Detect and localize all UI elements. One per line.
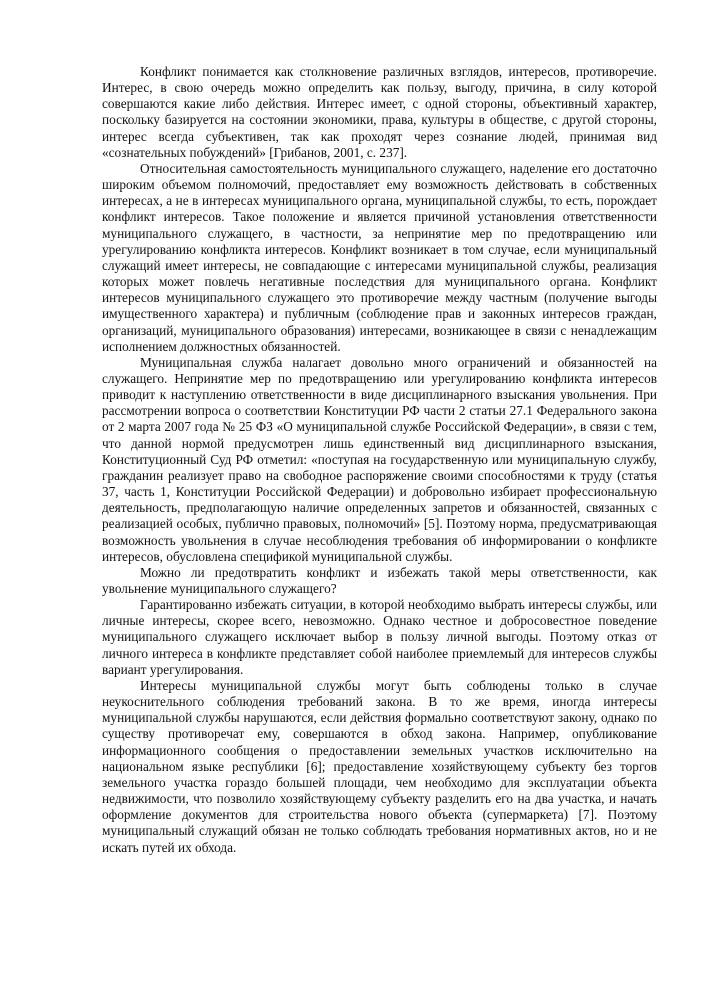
paragraph-service-interests: Интересы муниципальной службы могут быть соблюдены только в случае неукоснительного соблюдения требований закона. В то же время, иногда интересы муниципальной службы нарушаются, если действия формально соответствуют закону, однако по существу противоречат ему, совершаются в обход закона. Например, опубликование информационного сообщения о предоставлении земельных участков исключительно на национальном языке республики [6]; предоставление хозяйствующему субъекту без торгов земельного участка гораздо большей площади, чем необходимо для эксплуатации объекта недвижимости, что позволило хозяйствующему субъекту разделить его на два участка, и начать оформление документов для строительства нового объекта (супермаркета) [7]. Поэтому муниципальный служащий обязан не только соблюдать требования нормативных актов, но и не искать путей их обхода. [102,677,657,855]
paragraph-guaranteed-avoidance: Гарантированно избежать ситуации, в которой необходимо выбрать интересы службы, или личные интересы, скорее всего, невозможно. Однако честное и добросовестное поведение муниципального служащего исключает выбор в пользу личной выгоды. Поэтому отказ от личного интереса в конфликте представляет собой наиболее приемлемый для интересов службы вариант урегулирования. [102,597,657,677]
document-page [102,64,657,856]
paragraph-conflict-definition: Конфликт понимается как столкновение различных взглядов, интересов, противоречие. Интерес, в свою очередь можно определить как пользу, выгоду, причина, в силу которой совершаются какие либо действия. Интерес имеет, с одной стороны, объективный характер, поскольку базируется на состоянии экономики, права, культуры в обществе, с другой стороны, интерес всегда субъективен, так как проходят через сознание людей, принимая вид «сознательных побуждений» [Грибанов, 2001, с. 237]. [102,64,657,160]
paragraph-relative-independence: Относительная самостоятельность муниципального служащего, наделение его достаточно широким объемом полномочий, предоставляет ему возможность действовать в собственных интересах, а не в интересах муниципального органа, муниципальной службы, то есть, порождает конфликт интересов. Такое положение и является причиной установления ответственности муниципального служащего, в частности, за непринятие мер по предотвращению или урегулированию конфликта интересов. Конфликт возникает в том случае, если муниципальный служащий имеет интересы, не совпадающие с интересами муниципальной службы, реализация которых может повлечь негативные последствия для муниципального органа. Конфликт интересов муниципального служащего это противоречие между частным (получение выгоды имущественного характера) и публичным (соблюдение прав и законных интересов граждан, организаций, муниципального образования) интересами, возникающее в связи с ненадлежащим исполнением должностных обязанностей. [102,160,657,354]
paragraph-question: Можно ли предотвратить конфликт и избежать такой меры ответственности, как увольнение муниципального служащего? [102,564,657,596]
paragraph-restrictions-and-duties: Муниципальная служба налагает довольно много ограничений и обязанностей на служащего. Непринятие мер по предотвращению или урегулированию конфликта интересов приводит к наступлению ответственности в виде дисциплинарного взыскания увольнения. При рассмотрении вопроса о соответствии Конституции РФ части 2 статьи 27.1 Федерального закона от 2 марта 2007 года № 25 ФЗ «О муниципальной службе Российской Федерации», в связи с тем, что данной нормой предусмотрен лишь единственный вид дисциплинарного взыскания, Конституционный Суд РФ отметил: «поступая на государственную или муниципальную службу, гражданин реализует право на свободное распоряжение своими способностями к труду (статья 37, часть 1, Конституции Российской Федерации) и добровольно избирает профессиональную деятельность, предполагающую наличие определенных запретов и обязанностей, связанных с реализацией особых, публично правовых, полномочий» [5]. Поэтому норма, предусматривающая возможность увольнения в случае несоблюдения требования об информировании о конфликте интересов, обусловлена спецификой муниципальной службы. [102,354,657,564]
